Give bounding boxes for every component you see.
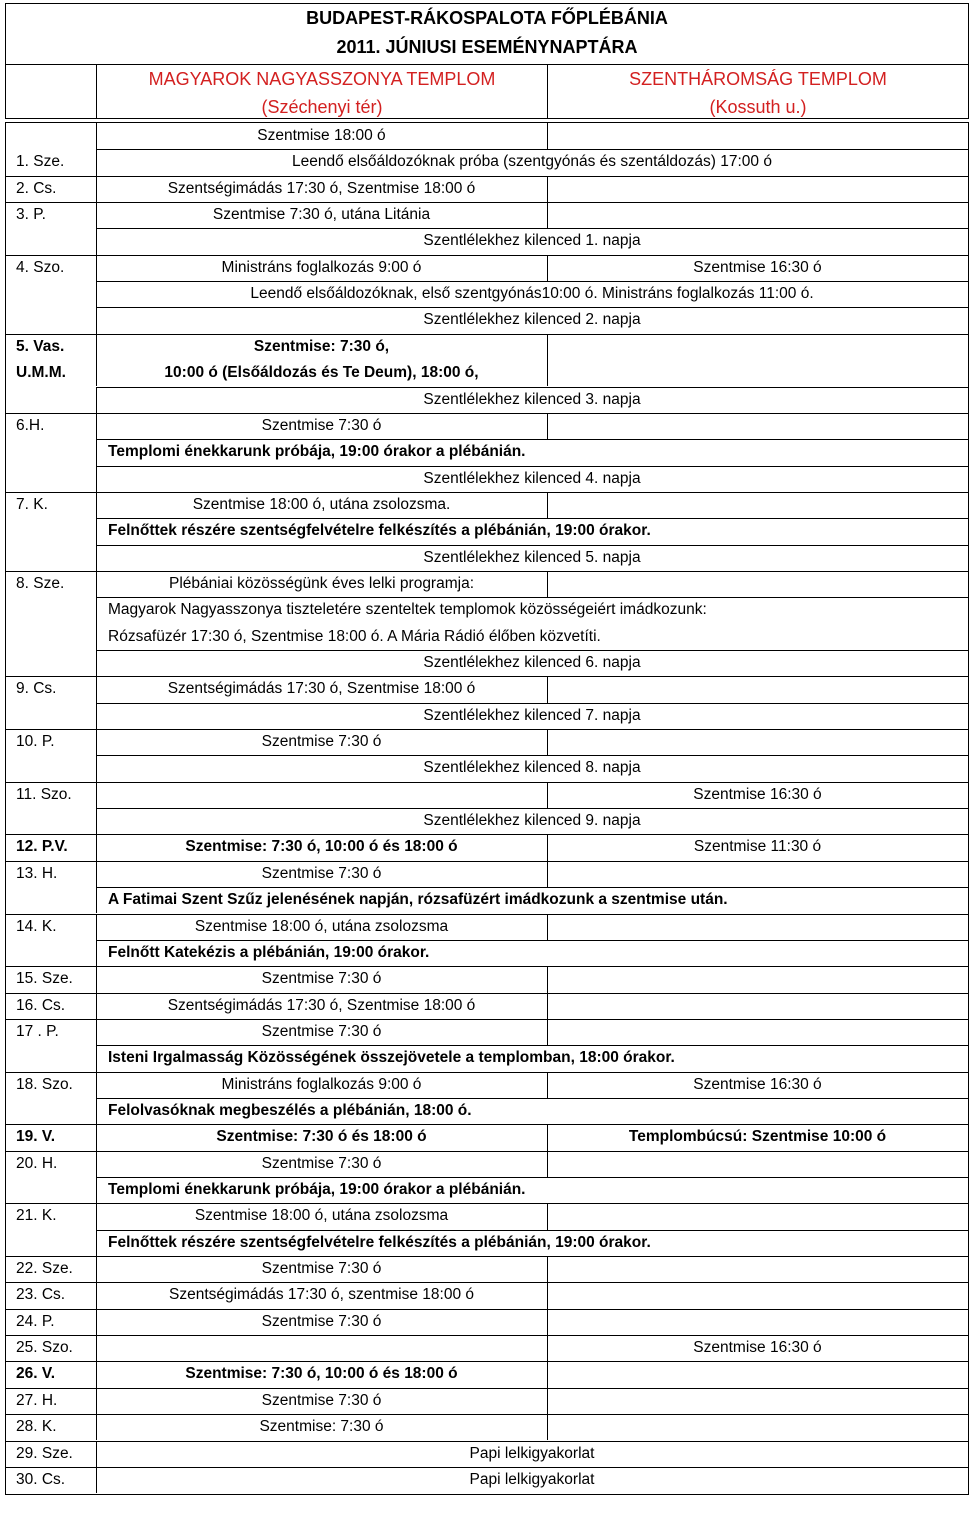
church-column-divider (547, 729, 548, 755)
date-label: 3. P. (16, 206, 46, 224)
church-column-divider (547, 334, 548, 387)
church2-place: (Kossuth u.) (709, 97, 807, 117)
event-full-width: Szentlélekhez kilenced 3. napja (423, 390, 641, 408)
date-label: 27. H. (16, 1391, 58, 1409)
church1-event: Szentmise 18:00 ó, utána zsolozsma (194, 1207, 449, 1225)
parish-title: BUDAPEST-RÁKOSPALOTA FŐPLÉBÁNIA (306, 8, 668, 28)
church-column-divider (547, 1361, 548, 1387)
date-column-divider (96, 1230, 97, 1256)
church1-event: Szentségimádás 17:30 ó, Szentmise 18:00 ó (167, 996, 476, 1014)
event-full-width: Papi lelkigyakorlat (469, 1470, 595, 1488)
event-note: Felnőttek részére szentségfelvételre felkészítés a plébánián, 19:00 órakor. (108, 522, 651, 540)
date-label: 17 . P. (16, 1022, 59, 1040)
church1-event: Szentségimádás 17:30 ó, Szentmise 18:00 ó (167, 179, 476, 197)
church-column-divider (547, 1151, 548, 1177)
church1-event: Szentmise 18:00 ó (257, 127, 386, 144)
date-label: 29. Sze. (16, 1444, 73, 1462)
date-label: 6.H. (16, 416, 45, 434)
church1-event: Szentmise: 7:30 ó, 10:00 ó és 18:00 ó (185, 1365, 458, 1383)
date-label: 10. P. (16, 733, 55, 751)
church1-event: Szentségimádás 17:30 ó, Szentmise 18:00 ó (167, 680, 476, 698)
church1-event: Ministráns foglalkozás 9:00 ó (221, 1075, 422, 1093)
date-label: 16. Cs. (16, 996, 66, 1014)
date-column-divider (96, 1335, 97, 1361)
date-label: 7. K. (16, 495, 48, 513)
church1-event: Szentmise 7:30 ó (261, 733, 382, 751)
date-label: 30. Cs. (16, 1470, 66, 1488)
church1-name: MAGYAROK NAGYASSZONYA TEMPLOM (148, 69, 496, 89)
event-full-width: Szentlélekhez kilenced 5. napja (423, 548, 641, 566)
church-column-divider (547, 914, 548, 940)
church1-event: Szentmise 7:30 ó (261, 1260, 382, 1278)
date-label: 15. Sze. (16, 970, 73, 988)
church1-event: Szentmise 7:30 ó, utána Litánia (212, 206, 431, 224)
church-column-divider (547, 861, 548, 887)
event-note: Felolvasóknak megbeszélés a plébánián, 18:00 ó. (108, 1101, 472, 1119)
event-note: Templomi énekkarunk próbája, 19:00 órakor a plébánián. (108, 443, 526, 461)
event-full-width: Szentlélekhez kilenced 2. napja (423, 311, 641, 329)
church2-event: Szentmise 16:30 ó (693, 1339, 822, 1357)
church2-event: Templombúcsú: Szentmise 10:00 ó (628, 1128, 887, 1146)
date-label: 26. V. (16, 1365, 56, 1383)
church-column-divider (547, 676, 548, 702)
event-full-width: Leendő elsőáldozóknak, első szentgyónás10:00 ó. Ministráns foglalkozás 11:00 ó. (250, 285, 814, 303)
date-label: 18. Szo. (16, 1075, 73, 1093)
date-column-divider (96, 887, 97, 913)
date-label: 11. Szo. (16, 785, 72, 803)
church-column-divider (547, 1414, 548, 1440)
church1-event: Szentmise: 7:30 ó (259, 1418, 384, 1436)
church-column-divider (547, 966, 548, 992)
date-label: 5. Vas. (16, 337, 65, 355)
church2-event: Szentmise 11:30 ó (693, 838, 822, 856)
date-label: 9. Cs. (16, 680, 57, 698)
date-label: 20. H. (16, 1154, 58, 1172)
date-label: 23. Cs. (16, 1286, 66, 1304)
church1-event: Szentségimádás 17:30 ó, szentmise 18:00 ó (168, 1286, 475, 1304)
church1-event: Szentmise 7:30 ó (261, 1022, 382, 1040)
church2-event: Szentmise 16:30 ó (693, 1075, 822, 1093)
church1-event: Szentmise 18:00 ó, utána zsolozsma (194, 917, 449, 935)
church-column-divider (547, 492, 548, 518)
church-column-divider (547, 1256, 548, 1282)
date-label: 8. Sze. (16, 574, 65, 592)
date-column-divider (96, 1177, 97, 1203)
church-column-divider (547, 993, 548, 1019)
event-note: Magyarok Nagyasszonya tiszteletére szenteltek templomok közösségeiért imádkozunk: (108, 601, 707, 619)
church-column-divider (547, 571, 548, 597)
church1-event: Szentmise 7:30 ó (261, 1312, 382, 1330)
church1-event: Plébániai közösségünk éves lelki programja: (169, 574, 474, 592)
church-column-divider (547, 176, 548, 202)
church1-event: Szentmise 7:30 ó (261, 1154, 382, 1172)
date-label: 22. Sze. (16, 1260, 73, 1278)
event-full-width: Szentlélekhez kilenced 8. napja (423, 759, 641, 777)
church-column-divider (547, 1309, 548, 1335)
church-column-divider (547, 413, 548, 439)
calendar-header (5, 3, 969, 119)
church2-name: SZENTHÁROMSÁG TEMPLOM (629, 69, 887, 89)
date-column-divider (96, 439, 97, 465)
date-column-divider (96, 518, 97, 544)
date-label: 13. H. (16, 864, 58, 882)
event-full-width: Szentlélekhez kilenced 4. napja (423, 469, 641, 487)
date-label: 1. Sze. (16, 153, 65, 171)
event-full-width: Papi lelkigyakorlat (469, 1444, 595, 1462)
date-label: 21. K. (16, 1207, 57, 1225)
church-column-divider (547, 1388, 548, 1414)
date-label: 28. K. (16, 1418, 57, 1436)
church-column-divider (547, 1203, 548, 1229)
church1-event: Ministráns foglalkozás 9:00 ó (221, 258, 422, 276)
date-column-divider (96, 940, 97, 966)
church1-event: Szentmise 7:30 ó (261, 864, 382, 882)
church1-event: Szentmise 18:00 ó, utána zsolozsma. (192, 495, 451, 513)
date-label: 2. Cs. (16, 179, 57, 197)
date-column-divider (96, 782, 97, 808)
event-note: Felnőtt Katekézis a plébánián, 19:00 órakor. (108, 943, 430, 961)
church1-event: Szentmise: 7:30 ó, (253, 337, 390, 355)
date-column-divider (96, 1045, 97, 1071)
church-column-divider (547, 1282, 548, 1308)
church2-event: Szentmise 16:30 ó (693, 785, 822, 803)
event-full-width: Szentlélekhez kilenced 6. napja (423, 654, 641, 671)
date-column-divider (96, 597, 97, 650)
calendar-title: 2011. JÚNIUSI ESEMÉNYNAPTÁRA (336, 37, 638, 57)
date-label-feast: U.M.M. (16, 364, 66, 382)
date-label: 12. P.V. (16, 838, 68, 856)
church1-event: Szentmise: 7:30 ó, 10:00 ó és 18:00 ó (185, 838, 458, 856)
church1-event: Szentmise 7:30 ó (261, 416, 382, 434)
date-label: 4. Szo. (16, 258, 65, 276)
event-full-width: Szentlélekhez kilenced 7. napja (423, 706, 641, 724)
event-full-width: Leendő elsőáldozóknak próba (szentgyónás és szentáldozás) 17:00 ó (292, 153, 772, 171)
church1-place: (Széchenyi tér) (261, 97, 383, 117)
event-note: Felnőttek részére szentségfelvételre felkészítés a plébánián, 19:00 órakor. (108, 1233, 651, 1251)
event-note: Templomi énekkarunk próbája, 19:00 órakor a plébánián. (108, 1181, 526, 1198)
church1-event: Szentmise: 7:30 ó és 18:00 ó (216, 1128, 427, 1146)
event-full-width: Szentlélekhez kilenced 9. napja (423, 812, 641, 830)
event-full-width: Szentlélekhez kilenced 1. napja (423, 232, 641, 250)
church1-event: Szentmise 7:30 ó (261, 970, 382, 988)
event-note: A Fatimai Szent Szűz jelenésének napján, rózsafüzért imádkozunk a szentmise után. (108, 891, 728, 909)
church-column-divider (547, 123, 548, 149)
church1-event-line2: 10:00 ó (Elsőáldozás és Te Deum), 18:00 ó, (164, 364, 479, 382)
date-column-divider (96, 1098, 97, 1124)
date-label: 14. K. (16, 917, 57, 935)
church2-event: Szentmise 16:30 ó (693, 258, 822, 276)
date-label: 24. P. (16, 1312, 55, 1330)
event-note-line2: Rózsafüzér 17:30 ó, Szentmise 18:00 ó. A Mária Rádió élőben közvetíti. (108, 627, 601, 645)
church-column-divider (547, 1019, 548, 1045)
church1-event: Szentmise 7:30 ó (261, 1391, 382, 1409)
event-calendar-table (5, 122, 969, 1495)
date-label: 19. V. (16, 1128, 56, 1146)
date-label: 25. Szo. (16, 1339, 73, 1357)
event-note: Isteni Irgalmasság Közösségének összejövetele a templomban, 18:00 órakor. (108, 1049, 675, 1067)
church-column-divider (547, 202, 548, 228)
